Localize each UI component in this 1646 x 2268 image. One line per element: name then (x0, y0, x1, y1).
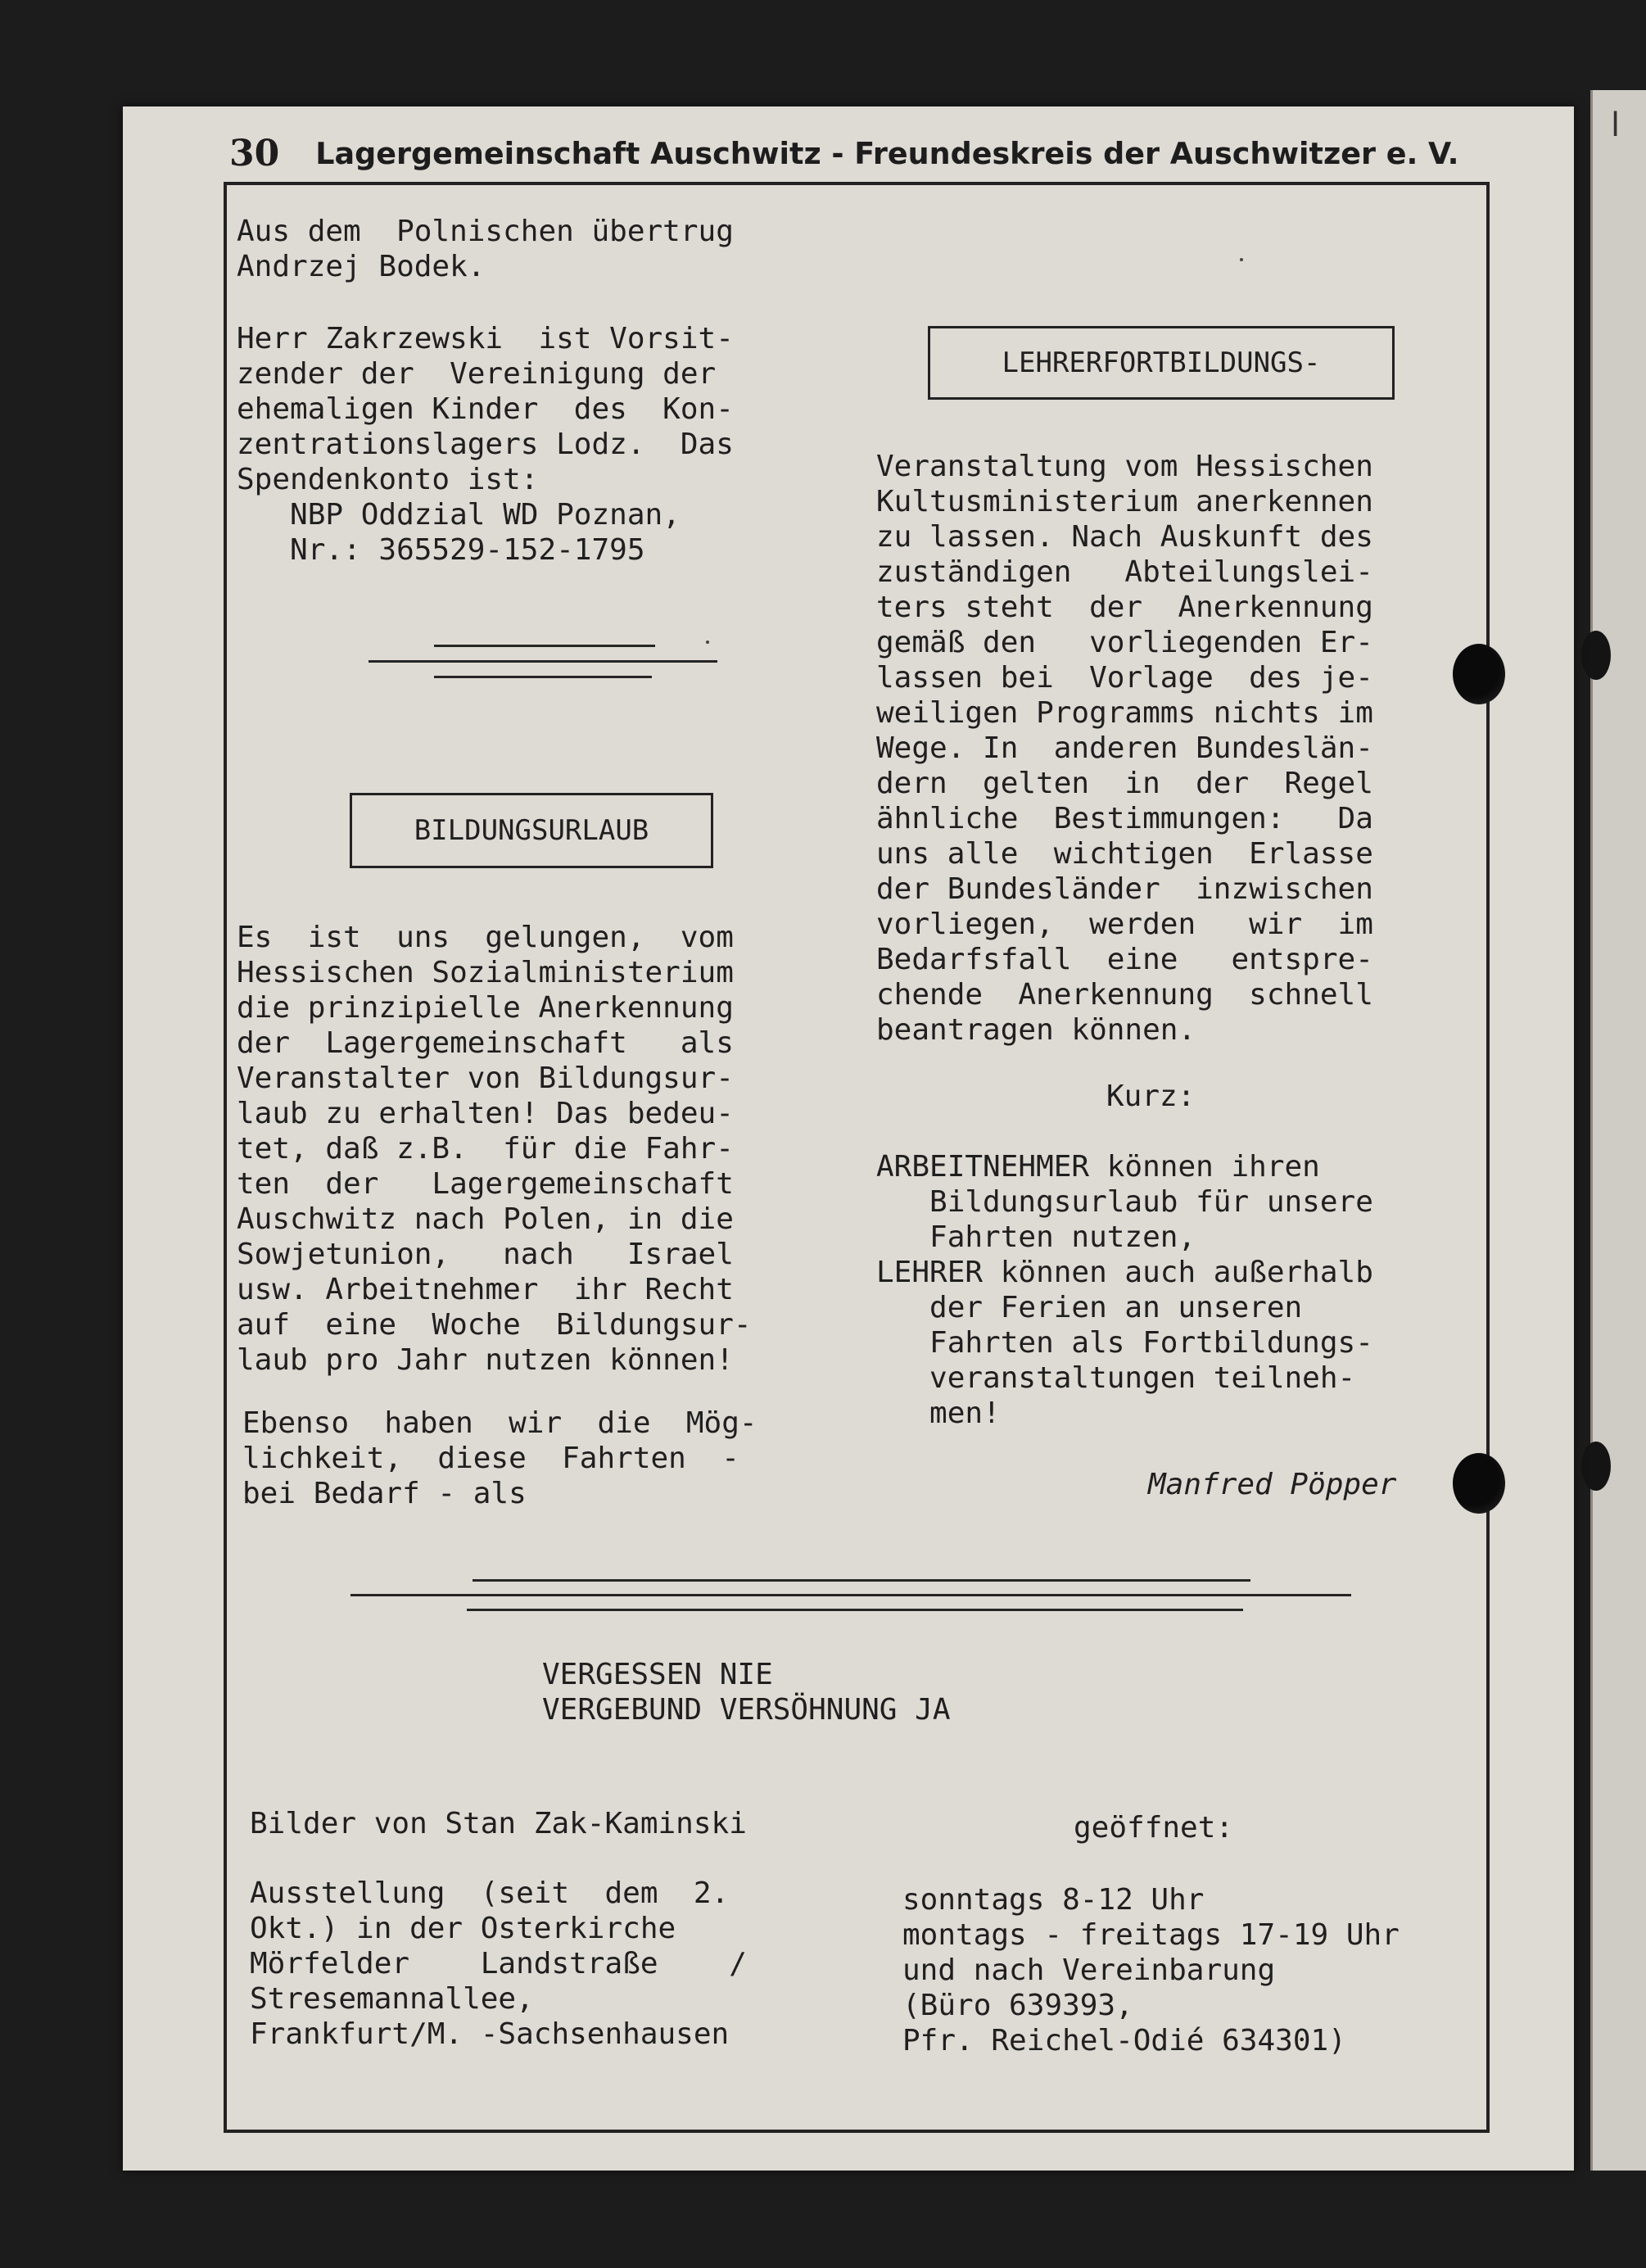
page-header (229, 124, 1556, 182)
header-title: Lagergemeinschaft Auschwitz - Freundeskreis der Auschwitzer e. V. (315, 135, 1459, 171)
lehrerfortbildung-heading-box (928, 326, 1395, 400)
lehrerfortbildung-text: Veranstaltung vom Hessischen Kultusministerium anerkennen zu lassen. Nach Auskunft des zuständigen Abteilungslei- ters steht der Anerkennung gemäß den vorliegenden Er- lassen bei Vorlage des je- weiligen Programms nichts im Wege. In anderen Bundeslän- dern gelten in der Regel ähnliche Bestimmungen: Da uns alle wichtigen Erlasse der Bundesländer inzwischen vorliegen, werden wir im Bedarfsfall eine entspre- chende Anerkennung schnell beantragen können. (876, 450, 1373, 1047)
punch-hole (1453, 1453, 1505, 1514)
exhibition-details: Ausstellung (seit dem 2. Okt.) in der Osterkirche Mörfelder Landstraße / Stresemannallee, Frankfurt/M. -Sachsenhausen (250, 1876, 747, 2051)
adjacent-page-edge (1590, 90, 1646, 2171)
print-speck (1240, 258, 1243, 261)
divider-line (467, 1609, 1243, 1611)
divider-line (434, 676, 652, 678)
zakrzewski-note: Herr Zakrzewski ist Vorsit- zender der Vereinigung der ehemaligen Kinder des Kon- zentrationslagers Lodz. Das Spendenkonto ist: NBP Oddzial WD Poznan, Nr.: 365529-152-1795 (237, 322, 734, 567)
punch-hole (1453, 644, 1505, 704)
lehrerfortbildung-heading: LEHRERFORTBILDUNGS- (1002, 346, 1321, 379)
divider-line (369, 660, 717, 663)
signature: Manfred Pöpper (1148, 1468, 1397, 1501)
bildungsurlaub-text: Es ist uns gelungen, vom Hessischen Sozialministerium die prinzipielle Anerkennung der Lagergemeinschaft als Veranstalter von Bildungsur- laub zu erhalten! Das bedeu- tet, daß z.B. für die Fahr- ten der Lagergemeinschaft Auschwitz nach Polen, in die Sowjetunion, nach Israel usw. Arbeitnehmer ihr Recht auf eine Woche Bildungsur- laub pro Jahr nutzen können! (237, 921, 752, 1377)
opening-hours-label: geöffnet: (1074, 1811, 1234, 1845)
divider-line (350, 1594, 1351, 1596)
adjacent-punch-hole (1581, 631, 1611, 680)
bildungsurlaub-heading: BILDUNGSURLAUB (414, 814, 649, 847)
kurz-text: ARBEITNEHMER können ihren Bildungsurlaub für unsere Fahrten nutzen, LEHRER können auch außerhalb der Ferien an unseren Fahrten als Fortbildungs- veranstaltungen teilneh- men! (876, 1150, 1373, 1430)
divider-line (434, 645, 655, 647)
translator-note: Aus dem Polnischen übertrug Andrzej Bodek. (237, 215, 734, 283)
opening-hours: sonntags 8-12 Uhr montags - freitags 17-19 Uhr und nach Vereinbarung (Büro 639393, Pfr. Reichel-Odié 634301) (902, 1883, 1400, 2057)
print-speck (706, 641, 709, 644)
adjacent-page-glyph: l (1611, 106, 1621, 144)
ebenso-text: Ebenso haben wir die Mög- lichkeit, diese Fahrten - bei Bedarf - als (242, 1406, 757, 1510)
adjacent-punch-hole (1581, 1442, 1611, 1491)
page-number: 30 (229, 132, 280, 174)
divider-line (473, 1579, 1250, 1582)
exhibition-artist: Bilder von Stan Zak-Kaminski (250, 1807, 747, 1840)
exhibition-motto: VERGESSEN NIE VERGEBUND VERSÖHNUNG JA (542, 1658, 951, 1727)
document-page (123, 106, 1574, 2171)
kurz-label: Kurz: (1106, 1080, 1196, 1113)
bildungsurlaub-heading-box (350, 793, 713, 868)
